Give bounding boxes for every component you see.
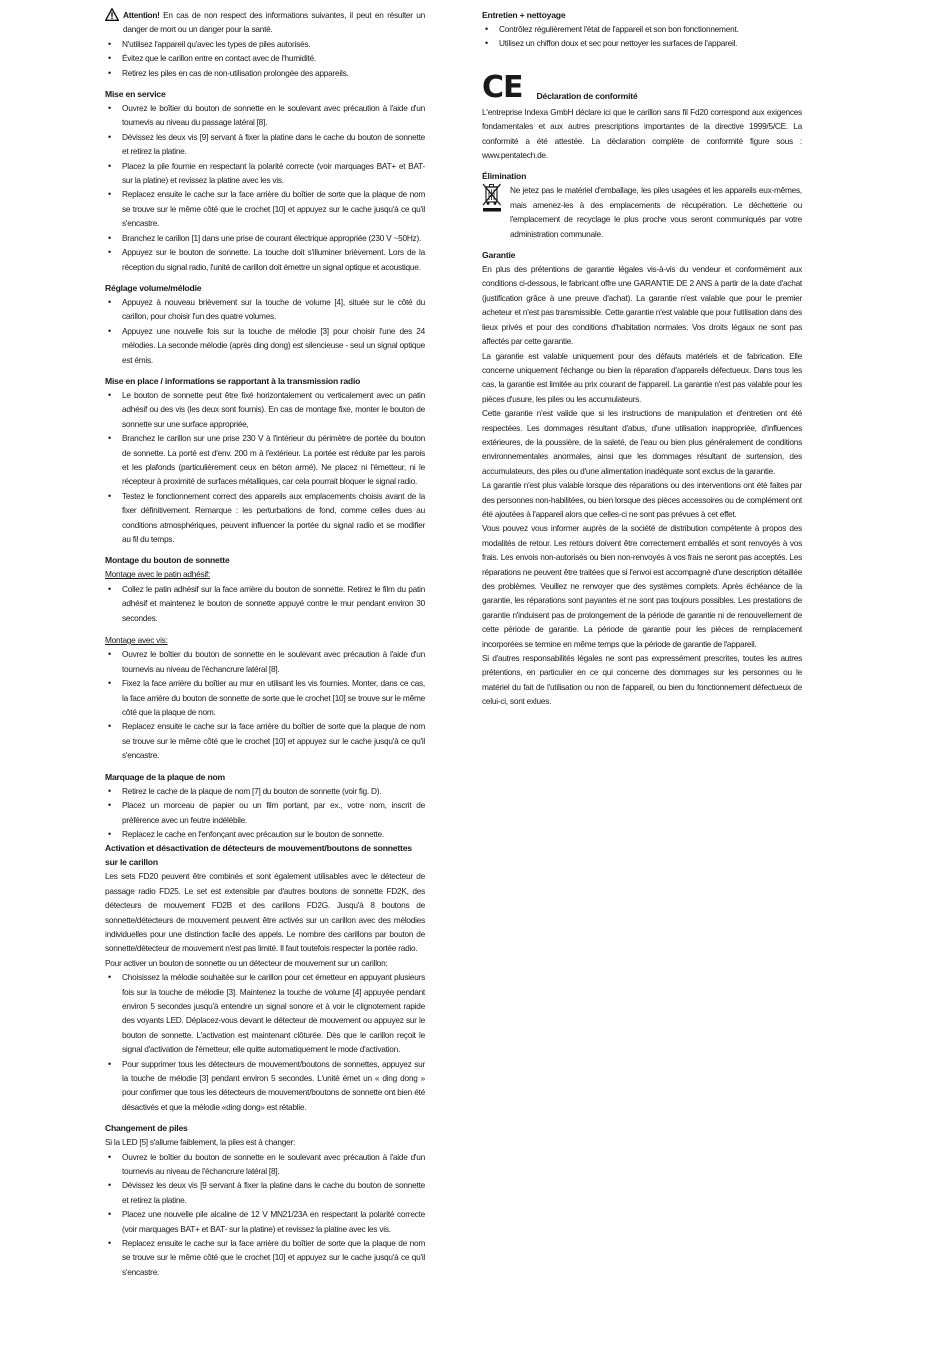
section-heading: Mise en place / informations se rapportant à la transmission radio	[105, 375, 361, 386]
list-item: • Utilisez un chiffon doux et sec pour nettoyer les surfaces de l'appareil.	[482, 36, 802, 50]
list-item: • Choisissez la mélodie souhaitée sur le carillon pour cet émetteur en appuyant plusieurs fois sur la touche de mélodie [3]. Maintenez la touche de volume [4] appuyée pendant environ 5 secondes jusqu'à entendre un signal sonore et à voir le clignotement rapide des voyants LED. Déplacez-vous devant le détecteur de mouvement ou appuyez sur le bouton de sonnette. L'activation est maintenant clôturée. Dès que le carillon reçoit le signal d'activation de l'émetteur, elle quitte automatiquement le mode d'activation.	[105, 970, 425, 1056]
list-item: • Dévissez les deux vis [9] servant à fixer la platine dans le cache du bouton de sonnette et retirez la platine.	[105, 130, 425, 159]
changement-list	[105, 1150, 425, 1280]
list-item: • Appuyez sur le bouton de sonnette. La touche doit s'illuminer brièvement. Lors de la réception du signal radio, l'unité de carillon doit émettre un signal optique et acoustique.	[105, 245, 425, 274]
section-heading: Marquage de la plaque de nom	[105, 771, 225, 782]
list-item: • Collez le patin adhésif sur la face arrière du bouton de sonnette. Retirez le film du patin adhésif et maintenez le bouton de sonnette appuyé contre le mur pendant environ 30 secondes.	[105, 582, 425, 625]
elimination-body	[482, 183, 802, 241]
right-column	[482, 8, 802, 709]
attention-message: En cas de non respect des informations suivantes, il peut en résulter un danger de mort ou un danger pour la santé.	[123, 10, 425, 35]
garantie-paragraph: La garantie est valable uniquement pour des défauts matériels et de fabrication. Elle concerne uniquement l'échange ou bien la réparation d'appareils défectueux. Dans tous les cas, la garantie est limitée au prix courant de l'appareil. La garantie n'est pas valable pour les pièces d'usure, les piles ou les accumulateurs.	[482, 350, 802, 404]
garantie-paragraph: Si d'autres responsabilités légales ne sont pas expressément prescrites, toutes les autres prétentions, en particulier en ce qui concerne des dommages sur les personnes ou le matériel du fait de l'utilisation ou non de l'appareil, ou bien du fonctionnement défectueux de celui-ci, sont exlues.	[482, 653, 802, 707]
montage-section	[105, 553, 425, 762]
list-item: • Placez un morceau de papier ou un film portant, par ex., votre nom, inscrit de préférence avec un feutre indélébile.	[105, 798, 425, 827]
garantie-paragraph: Vous pouvez vous informer auprès de la société de distribution compétente à propos des modalités de retour. Les retours doivent être correctement emballés et sont renvoyés à vos frais. Les envois non-autorisés ou bien non-renvoyés à vos frais ne seront pas acceptés. Les réparations ne peuvent être traitées que si l'envoi est accompagné d'une description détaillée des problèmes. Veuillez ne renvoyer que des systèmes complets. Après échéance de la garantie, les réparations sont payantes et ne sont pas toujours possibles. Les prestations de garantie n'induisent pas de prolongement de la période de garantie ni de renouvellement de cette période de garantie. La période de garantie pour les pièces de remplacement incorporées se termine en même temps que la période de garantie de l'appareil.	[482, 523, 802, 649]
montage-subheading-vis: Montage avec vis:	[105, 635, 168, 646]
list-item: • Le bouton de sonnette peut être fixé horizontalement ou verticalement avec un patin adhésif ou des vis (les deux sont fournis). En cas de montage fixe, monter le bouton de sonnette sur une surface appropriée,	[105, 388, 425, 431]
list-item: • Pour supprimer tous les détecteurs de mouvement/boutons de sonnettes, appuyez sur la touche de mélodie [3] pendant environ 5 secondes. L'unité émet un « ding dong » pour confirmer que tous les détecteurs de mouvement/boutons de sonnette ont bien été désactivés et que la mélodie «ding dong» est rétablie.	[105, 1057, 425, 1115]
list-item: • Replacez ensuite le cache sur la face arrière du boîtier de sorte que la plaque de nom se trouve sur le même côté que le crochet [10] et appuyez sur le cache jusqu'à ce qu'il s'encastre.	[105, 187, 425, 230]
attention-notice	[105, 8, 425, 37]
list-item: • Contrôlez régulièrement l'état de l'appareil et son bon fonctionnement.	[482, 22, 802, 36]
list-item: • Ouvrez le boîtier du bouton de sonnette en le soulevant avec précaution à l'aide d'un tournevis au niveau du passage latéral [8].	[105, 101, 425, 130]
attention-section	[105, 8, 425, 80]
list-item: • Appuyez à nouveau brièvement sur la touche de volume [4], située sur le côté du carillon, pour choisir l'un des quatre volumes.	[105, 295, 425, 324]
list-item: • Replacez ensuite le cache sur la face arrière du boîtier de sorte que la plaque de nom se trouve sur le même côté que le crochet [10] et appuyez sur le cache jusqu'à ce qu'il s'encastre.	[105, 1236, 425, 1279]
list-item: • Testez le fonctionnement correct des appareils aux emplacements choisis avant de la fixer définitivement. Remarque : les perturbations de fond, comme celles dues au conditions atmosphériques, peuvent influencer la portée du signal radio et se modifier au fil du temps.	[105, 489, 425, 547]
list-item: • Branchez le carillon [1] dans une prise de courant électrique appropriée (230 V ~50Hz).	[105, 231, 425, 245]
changement-section	[105, 1121, 425, 1279]
list-item: • Placez la pile fournie en respectant la polarité correcte (voir marquages BAT+ et BAT- sur la platine) et revissez la platine avec les vis.	[105, 159, 425, 188]
section-heading: Changement de piles	[105, 1123, 188, 1134]
section-heading: Réglage volume/mélodie	[105, 282, 202, 293]
list-item: • Replacez le cache en l'enfonçant avec précaution sur le bouton de sonnette.	[105, 827, 425, 841]
montage-adhesif-list	[105, 582, 425, 625]
activation-section	[105, 841, 425, 1114]
marquage-list	[105, 784, 425, 842]
section-heading: Mise en service	[105, 89, 166, 100]
activation-list	[105, 970, 425, 1114]
activation-intro: Pour activer un bouton de sonnette ou un détecteur de mouvement sur un carillon:	[105, 957, 388, 968]
mise-en-service-section	[105, 87, 425, 274]
montage-vis-list	[105, 647, 425, 762]
conformite-text: L'entreprise Indexa GmbH déclare ici que le carillon sans fil Fd20 correspond aux exigences fondamentales et aux autres prescriptions importantes de la directive 1999/5/CE. La conformité a été attestée. La déclaration complète de conformité figure sous : www.pentatech.de.	[482, 106, 802, 161]
marquage-section	[105, 770, 425, 842]
garantie-paragraph: La garantie n'est plus valable lorsque des réparations ou des interventions ont été faites par des personnes non-habilitées, ou bien lorsque des pièces accessoires ou de complément ont été ajoutées à l'appareil alors que celles-ci ne sont pas prévues à cet effet.	[482, 480, 802, 519]
section-heading: Garantie	[482, 250, 516, 261]
montage-subheading-adhesif: Montage avec le patin adhésif:	[105, 569, 211, 580]
section-heading: Entretien + nettoyage	[482, 10, 566, 20]
changement-intro: Si la LED [5] s'allume faiblement, la piles est à changer:	[105, 1137, 296, 1148]
warning-triangle-icon	[105, 8, 123, 22]
attention-list	[105, 37, 425, 80]
list-item: • Branchez le carillon sur une prise 230 V à l'intérieur du périmètre de portée du bouton de sonnette. La porté est d'env. 200 m à l'extérieur. La portée est réduite par les parois et les plafonds (particulièrement ceux en béton armé). Ne placez ni l'émetteur, ni le récepteur à proximité de surfaces métalliques, car cela pourrait bloquer le signal radio.	[105, 431, 425, 489]
mise-en-place-list	[105, 388, 425, 546]
elimination-text: Ne jetez pas le matériel d'emballage, les piles usagées et les appareils eux-mêmes, mais amenez-les à des emplacements de récupération. Le déchetterie ou l'emplacement de recyclage le plus proche vous seront communiqués par votre administration communale.	[510, 185, 802, 239]
crossed-bin-icon	[482, 183, 510, 241]
list-item: • Retirez les piles en cas de non-utilisation prolongée des appareils.	[105, 66, 425, 80]
activation-paragraph: Les sets FD20 peuvent être combinés et sont également utilisables avec le détecteur de passage radio FD25. Le set est extensible par d'autres boutons de sonnette FD2K, des détecteurs de mouvement FD2B et des carillons FD2G. Jusqu'à 8 boutons de sonnette/détecteurs de mouvement peuvent être activés sur un carillon avec des mélodies individuelles pour une distinction facile des appels. Le nombre des carillons par bouton de sonnette/détecteur de mouvement n'est pas limité. Il faut toutefois respecter la portée radio.	[105, 871, 425, 954]
garantie-paragraph: En plus des prétentions de garantie légales vis-à-vis du vendeur et conformément aux conditions ci-dessous, le fabricant offre une GARANTIE DE 2 ANS à partir de la date d'achat (justification grâce à une preuve d'achat). La garantie n'est valable que pour le premier acheteur et n'est pas transmissible. Cette garantie n'est valable que pour l'utilisation dans des lieux privés et pour des conditions d'habitation normales. Vos droits légaux ne sont pas affectés par cette garantie.	[482, 264, 802, 347]
section-heading: Montage du bouton de sonnette	[105, 555, 230, 566]
reglage-list	[105, 295, 425, 367]
list-item: • Ouvrez le boîtier du bouton de sonnette en le soulevant avec précaution à l'aide d'un tournevis au niveau de l'échancrure latéral [8].	[105, 647, 425, 676]
conformite-section	[482, 69, 802, 163]
entretien-list	[482, 22, 802, 51]
list-item: • N'utilisez l'appareil qu'avec les types de piles autorisés.	[105, 37, 425, 51]
section-heading: Élimination	[482, 171, 527, 182]
section-heading: Déclaration de conformité	[536, 90, 638, 101]
mise-en-place-section	[105, 374, 425, 546]
reglage-section	[105, 281, 425, 367]
attention-label: Attention!	[123, 10, 160, 20]
list-item: • Retirez le cache de la plaque de nom [7] du bouton de sonnette (voir fig. D).	[105, 784, 425, 798]
garantie-paragraph: Cette garantie n'est valide que si les instructions de manipulation et d'entretien ont été respectées. Les dommages résultant d'abus, d'une utilisation inappropriée, d'influences extérieures, de la poussière, de la saleté, de l'eau ou bien plus généralement de conditions environnementales anormales, ainsi que les dommages résultant de surtension, des accumulateurs, des piles ou d'une alimentation inadéquate sont exclus de la garantie.	[482, 408, 802, 476]
list-item: • Placez une nouvelle pile alcaline de 12 V MN21/23A en respectant la polarité correcte (voir marquages BAT+ et BAT- sur la platine) et revissez la platine avec les vis.	[105, 1207, 425, 1236]
list-item: • Dévissez les deux vis [9 servant à fixer la platine dans le cache du bouton de sonnette et retirez la platine.	[105, 1178, 425, 1207]
garantie-section	[482, 248, 802, 709]
list-item: • Appuyez une nouvelle fois sur la touche de mélodie [3] pour choisir l'une des 24 mélodies. La seconde mélodie (après ding dong) est silencieuse - seul un signal optique est émis.	[105, 324, 425, 367]
elimination-section	[482, 169, 802, 241]
mise-en-service-list	[105, 101, 425, 274]
list-item: • Fixez la face arrière du boîtier au mur en utilisant les vis fournies. Monter, dans ce cas, la face arrière du bouton de sonnette de sorte que le crochet [10] se trouve sur le même côté que la plaque de nom.	[105, 676, 425, 719]
ce-mark-icon: CE	[482, 69, 523, 105]
list-item: • Ouvrez le boîtier du bouton de sonnette en le soulevant avec précaution à l'aide d'un tournevis au niveau de l'échancrure latéral [8].	[105, 1150, 425, 1179]
list-item: • Replacez ensuite le cache sur la face arrière du boîtier de sorte que la plaque de nom se trouve sur le même côté que le crochet [10] et appuyez sur le cache jusqu'à ce qu'il s'encastre.	[105, 719, 425, 762]
entretien-section	[482, 8, 802, 51]
left-column	[105, 8, 425, 1286]
list-item: • Évitez que le carillon entre en contact avec de l'humidité.	[105, 51, 425, 65]
attention-text	[123, 8, 425, 37]
conformite-header	[482, 69, 802, 105]
section-heading: Activation et désactivation de détecteurs de mouvement/boutons de sonnettes sur le carillon	[105, 843, 412, 868]
